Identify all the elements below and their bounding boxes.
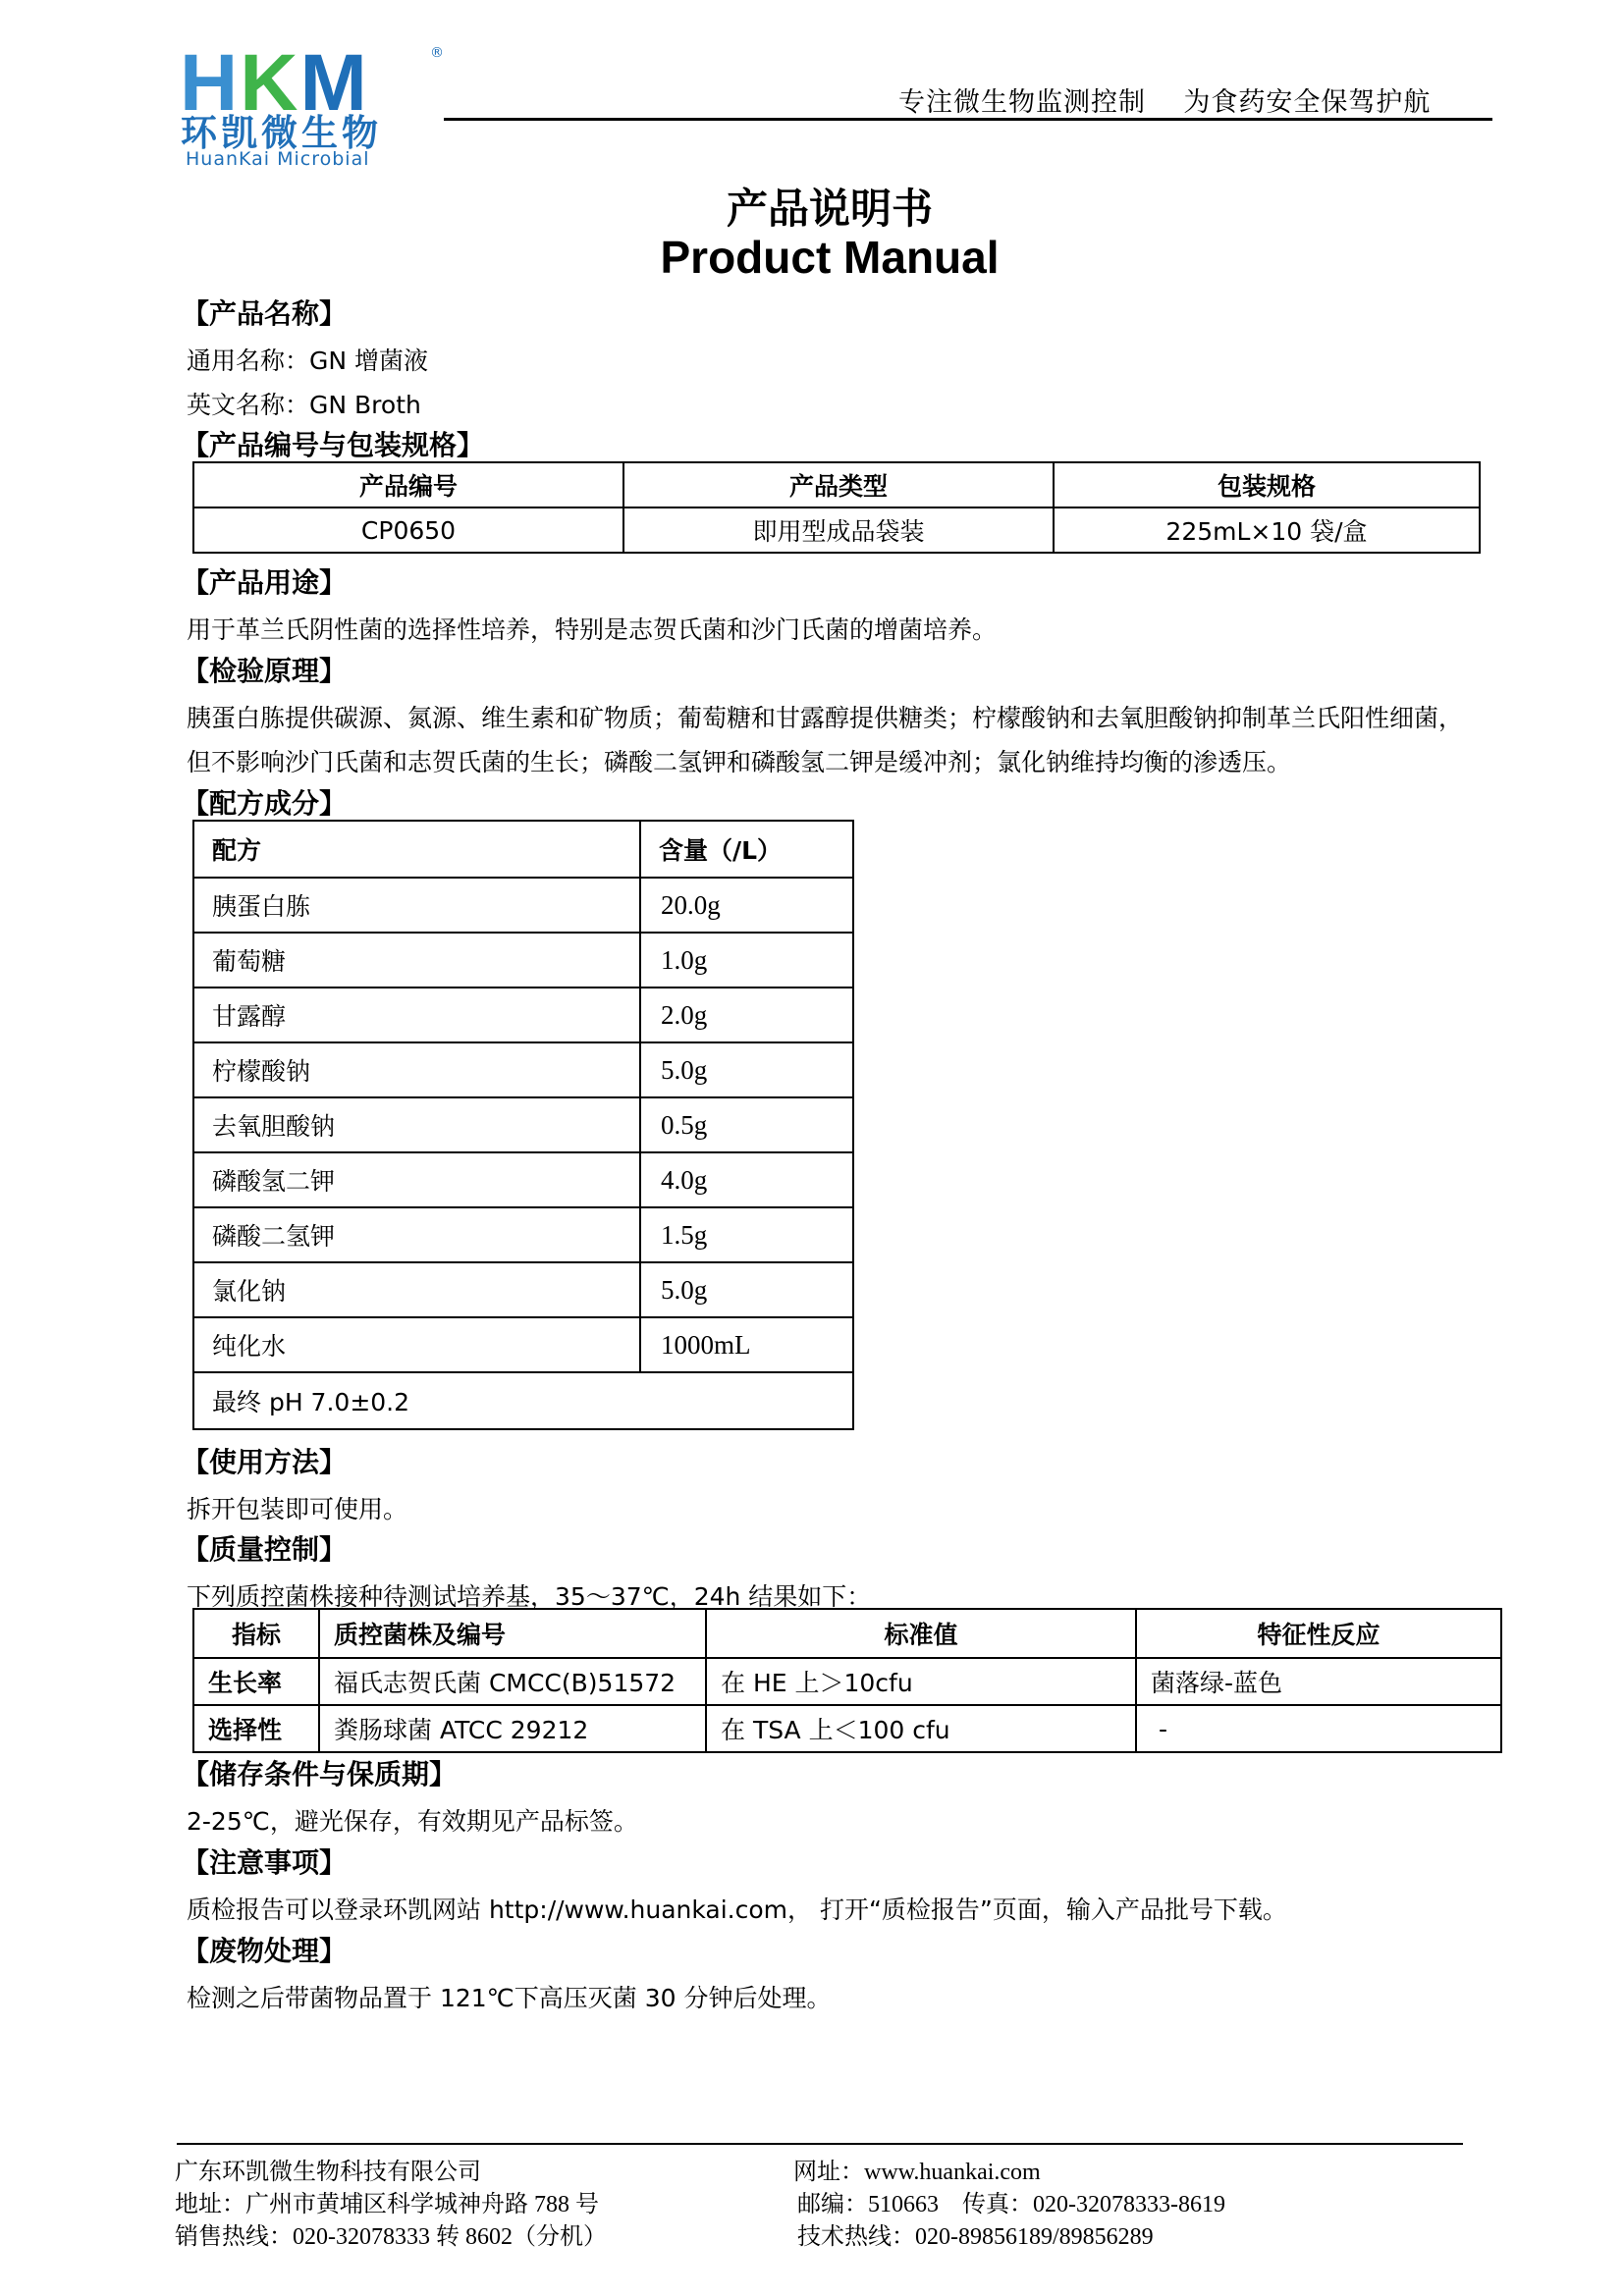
product-type: 即用型成品袋装 [623,507,1054,553]
ingredient-name: 甘露醇 [193,988,640,1042]
ingredient-amount: 20.0g [640,878,853,933]
footer-divider [177,2143,1463,2145]
ingredient-name: 柠檬酸钠 [193,1042,640,1097]
header-divider [444,118,1492,121]
section-heading-qc: 【质量控制】 [182,1533,348,1566]
section-heading-name: 【产品名称】 [182,297,348,330]
section-heading-code-pack: 【产品编号与包装规格】 [182,429,485,461]
principle-line-2: 但不影响沙门氏菌和志贺氏菌的生长；磷酸二氢钾和磷酸氢二钾是缓冲剂；氯化钠维持均衡的渗透压。 [187,748,1292,776]
ingredient-name: 去氧胆酸钠 [193,1097,640,1152]
footer-website: 网址：www.huankai.com [793,2160,1041,2185]
qc-table [192,1608,1502,1753]
table-row [193,1705,1501,1752]
table-header-cell: 质控菌株及编号 [319,1609,706,1658]
footer-postcode-fax: 邮编：510663 传真：020-32078333-8619 [797,2192,1225,2217]
table-header-cell: 产品类型 [623,462,1054,507]
table-row [193,933,853,988]
waste-text: 检测之后带菌物品置于 121℃下高压灭菌 30 分钟后处理。 [187,1984,832,2012]
table-row [193,878,853,933]
ingredient-name: 磷酸氢二钾 [193,1152,640,1207]
table-header-row [193,821,853,878]
table-row [193,1152,853,1207]
table-row [193,1317,853,1372]
logo-brand-en: HuanKai Microbial [186,148,370,170]
footer-address: 地址：广州市黄埔区科学城神舟路 788 号 [175,2192,599,2217]
header-slogan: 专注微生物监测控制 为食药安全保驾护航 [898,87,1432,118]
qc-reaction: 菌落绿-蓝色 [1136,1658,1501,1705]
package-spec: 225mL×10 袋/盒 [1054,507,1480,553]
ingredient-name: 氯化钠 [193,1262,640,1317]
footer-company: 广东环凯微生物科技有限公司 [175,2160,481,2185]
registered-mark: ® [430,45,444,61]
table-header-cell: 配方 [193,821,640,878]
section-heading-storage: 【储存条件与保质期】 [182,1758,458,1790]
table-row [193,1658,1501,1705]
storage-text: 2-25℃，避光保存，有效期见产品标签。 [187,1807,638,1836]
table-row [193,1042,853,1097]
footer-hotline: 销售热线：020-32078333 转 8602（分机） [175,2224,607,2250]
ingredient-name: 磷酸二氢钾 [193,1207,640,1262]
qc-strain: 粪肠球菌 ATCC 29212 [319,1705,706,1752]
section-heading-use: 【产品用途】 [182,566,348,599]
table-row [193,507,1480,553]
table-header-cell: 标准值 [706,1609,1136,1658]
qc-standard: 在 HE 上＞10cfu [706,1658,1136,1705]
package-table [192,461,1481,554]
formula-table [192,820,854,1430]
method-text: 拆开包装即可使用。 [187,1495,408,1523]
logo-brand-cn: 环凯微生物 [181,112,382,154]
qc-strain: 福氏志贺氏菌 CMCC(B)51572 [319,1658,706,1705]
section-heading-formula: 【配方成分】 [182,787,348,820]
ingredient-amount: 5.0g [640,1042,853,1097]
logo-letter-m: M [299,38,369,128]
final-ph: 最终 pH 7.0±0.2 [193,1372,853,1429]
page-title-cn: 产品说明书 [726,185,933,233]
qc-metric: 选择性 [193,1705,319,1752]
ingredient-amount: 5.0g [640,1262,853,1317]
ingredient-name: 纯化水 [193,1317,640,1372]
ingredient-name: 葡萄糖 [193,933,640,988]
table-row [193,1097,853,1152]
section-heading-notes: 【注意事项】 [182,1846,348,1879]
qc-metric: 生长率 [193,1658,319,1705]
ingredient-name: 胰蛋白胨 [193,878,640,933]
ingredient-amount: 4.0g [640,1152,853,1207]
section-heading-waste: 【废物处理】 [182,1935,348,1967]
ingredient-amount: 0.5g [640,1097,853,1152]
table-row [193,1207,853,1262]
table-header-cell: 产品编号 [193,462,623,507]
table-row [193,1372,853,1429]
page-title-en: Product Manual [660,232,1000,283]
table-row [193,988,853,1042]
table-row [193,1262,853,1317]
footer-tech-hotline: 技术热线：020-89856189/89856289 [797,2224,1154,2250]
notes-text: 质检报告可以登录环凯网站 http://www.huankai.com， 打开“质检报告”页面，输入产品批号下载。 [187,1896,1287,1924]
logo-letter-k: K [240,38,300,128]
logo-letter-h: H [180,38,241,128]
table-header-cell: 含量（/L） [640,821,853,878]
principle-line-1: 胰蛋白胨提供碳源、氮源、维生素和矿物质；葡萄糖和甘露醇提供糖类；柠檬酸钠和去氧胆酸钠抑制革兰氏阳性细菌， [187,704,1464,732]
table-header-cell: 指标 [193,1609,319,1658]
product-code: CP0650 [193,507,623,553]
ingredient-amount: 2.0g [640,988,853,1042]
table-header-cell: 包装规格 [1054,462,1480,507]
ingredient-amount: 1000mL [640,1317,853,1372]
ingredient-amount: 1.0g [640,933,853,988]
qc-standard: 在 TSA 上＜100 cfu [706,1705,1136,1752]
use-text: 用于革兰氏阴性菌的选择性培养，特别是志贺氏菌和沙门氏菌的增菌培养。 [187,615,998,644]
qc-intro: 下列质控菌株接种待测试培养基，35～37℃，24h 结果如下： [187,1582,872,1611]
section-heading-method: 【使用方法】 [182,1446,348,1478]
english-name: 英文名称：GN Broth [187,391,421,419]
table-header-row [193,462,1480,507]
qc-reaction: - [1136,1705,1501,1752]
ingredient-amount: 1.5g [640,1207,853,1262]
section-heading-principle: 【检验原理】 [182,655,348,687]
table-header-cell: 特征性反应 [1136,1609,1501,1658]
table-header-row [193,1609,1501,1658]
common-name: 通用名称：GN 增菌液 [187,347,429,375]
